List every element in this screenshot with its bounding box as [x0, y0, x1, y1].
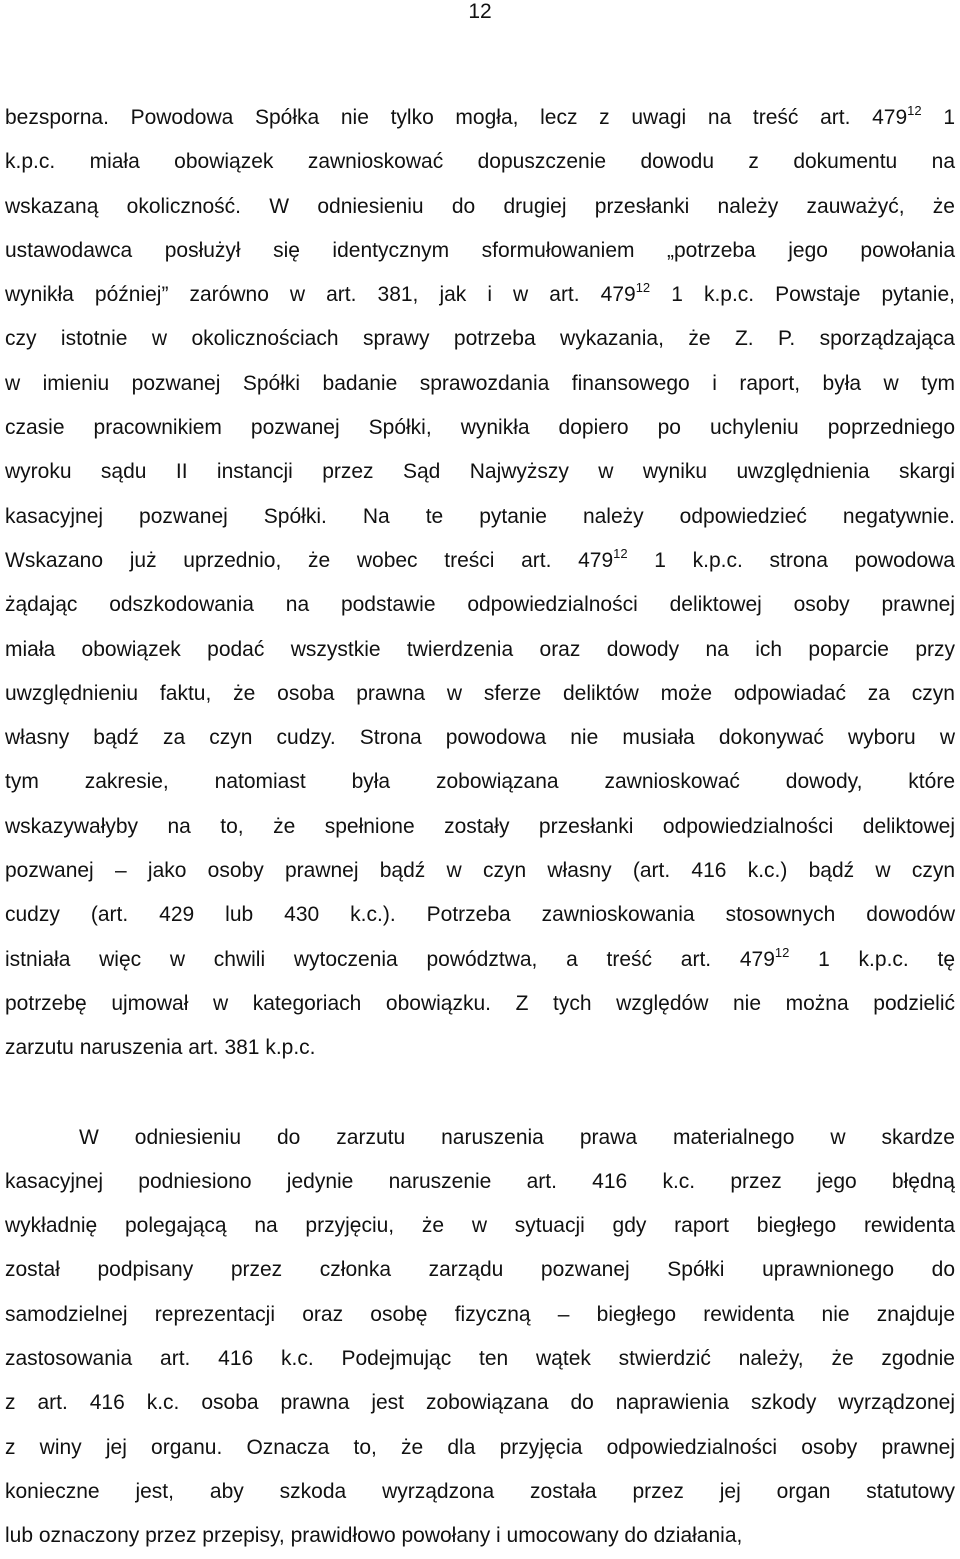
text-line — [5, 1426, 955, 1470]
text-segment: konieczne jest, aby szkoda wyrządzona została przez jej organ statutowy — [5, 1479, 955, 1503]
text-line — [5, 362, 955, 406]
text-line — [5, 1293, 955, 1337]
page-number: 12 — [468, 0, 492, 23]
text-segment: w imieniu pozwanej Spółki badanie sprawozdania finansowego i raport, była w tym — [5, 371, 955, 395]
superscript: 12 — [635, 280, 651, 296]
text-segment: zastosowania art. 416 k.c. Podejmując ten wątek stwierdzić należy, że zgodnie — [5, 1347, 955, 1371]
paragraph — [5, 96, 955, 1071]
text-segment: istniała więc w chwili wytoczenia powództwa, a treść art. 479 — [5, 947, 775, 971]
text-segment: uwzględnieniu faktu, że osoba prawna w sferze deliktów może odpowiadać za czyn — [5, 681, 955, 705]
text-segment: W odniesieniu do zarzutu naruszenia prawa materialnego w skardze — [79, 1125, 955, 1149]
text-line — [5, 96, 955, 140]
text-line — [5, 982, 955, 1026]
text-line — [5, 1160, 955, 1204]
text-line — [5, 1381, 955, 1425]
text-line — [5, 760, 955, 804]
text-segment: został podpisany przez członka zarządu pozwanej Spółki uprawnionego do — [5, 1258, 955, 1282]
text-segment: potrzebę ujmował w kategoriach obowiązku. Z tych względów nie można podzielić — [5, 991, 955, 1015]
text-segment: kasacyjnej pozwanej Spółki. Na te pytanie należy odpowiedzieć negatywnie. — [5, 504, 955, 528]
text-segment: wskazaną okoliczność. W odniesieniu do drugiej przesłanki należy zauważyć, że — [5, 194, 955, 218]
text-line — [5, 1248, 955, 1292]
text-line — [5, 1204, 955, 1248]
text-segment: 1 k.p.c. tę — [789, 947, 955, 971]
text-segment: pozwanej – jako osoby prawnej bądź w czyn własny (art. 416 k.c.) bądź w czyn — [5, 859, 955, 883]
text-segment: 1 — [921, 106, 955, 129]
paragraph-gap — [5, 1071, 955, 1116]
text-line — [5, 672, 955, 716]
paragraph — [5, 1116, 955, 1559]
document-body — [5, 96, 955, 1559]
text-segment: Wskazano już uprzednio, że wobec treści art. 479 — [5, 548, 614, 572]
text-line — [5, 185, 955, 229]
text-segment: z winy jej organu. Oznacza to, że dla przyjęcia odpowiedzialności osoby prawnej — [5, 1435, 955, 1459]
text-line — [5, 229, 955, 273]
text-segment: bezsporna. Powodowa Spółka nie tylko mogła, lecz z uwagi na treść art. 479 — [5, 106, 908, 129]
text-segment: cudzy (art. 429 lub 430 k.c.). Potrzeba zawnioskowania stosownych dowodów — [5, 903, 955, 927]
text-segment: czasie pracownikiem pozwanej Spółki, wynikła dopiero po uchyleniu poprzedniego — [5, 416, 955, 440]
text-segment: czy istotnie w okolicznościach sprawy potrzeba wykazania, że Z. P. sporządzająca — [5, 327, 955, 351]
text-line — [5, 406, 955, 450]
text-line — [5, 628, 955, 672]
text-segment: własny bądź za czyn cudzy. Strona powodowa nie musiała dokonywać wyboru w — [5, 726, 955, 750]
text-segment: ustawodawca posłużył się identycznym sformułowaniem „potrzeba jego powołania — [5, 238, 955, 262]
text-segment: żądając odszkodowania na podstawie odpowiedzialności deliktowej osoby prawnej — [5, 593, 955, 617]
text-line — [5, 495, 955, 539]
text-line — [5, 938, 955, 982]
text-segment: wynikła później” zarówno w art. 381, jak i w art. 479 — [5, 283, 636, 307]
text-line — [5, 273, 955, 317]
text-line — [5, 450, 955, 494]
text-segment: 1 k.p.c. strona powodowa — [627, 548, 955, 572]
text-line — [5, 1337, 955, 1381]
text-line — [5, 849, 955, 893]
text-line — [5, 805, 955, 849]
text-line — [5, 893, 955, 937]
text-line — [5, 1116, 955, 1160]
text-segment: samodzielnej reprezentacji oraz osobę fizyczną – biegłego rewidenta nie znajduje — [5, 1302, 955, 1326]
text-segment: zarzutu naruszenia art. 381 k.p.c. — [5, 1036, 316, 1060]
text-line — [5, 716, 955, 760]
superscript: 12 — [774, 944, 790, 960]
text-line — [5, 1514, 955, 1558]
superscript: 12 — [907, 103, 922, 118]
text-segment: miała obowiązek podać wszystkie twierdzenia oraz dowody na ich poparcie przy — [5, 637, 955, 661]
text-segment: 1 k.p.c. Powstaje pytanie, — [650, 283, 955, 307]
text-line — [5, 140, 955, 184]
text-line — [5, 583, 955, 627]
text-segment: wyroku sądu II instancji przez Sąd Najwyższy w wyniku uwzględnienia skargi — [5, 460, 955, 484]
text-segment: wskazywałyby na to, że spełnione zostały przesłanki odpowiedzialności deliktowej — [5, 814, 955, 838]
text-segment: k.p.c. miała obowiązek zawnioskować dopuszczenie dowodu z dokumentu na — [5, 150, 955, 174]
text-line — [5, 1470, 955, 1514]
text-line — [5, 1026, 955, 1070]
text-segment: lub oznaczony przez przepisy, prawidłowo powołany i umocowany do działania, — [5, 1524, 743, 1548]
text-segment: wykładnię polegającą na przyjęciu, że w sytuacji gdy raport biegłego rewidenta — [5, 1214, 955, 1238]
text-segment: tym zakresie, natomiast była zobowiązana zawnioskować dowody, które — [5, 770, 955, 794]
text-line — [5, 317, 955, 361]
superscript: 12 — [613, 545, 628, 561]
text-line — [5, 539, 955, 583]
text-segment: kasacyjnej podniesiono jedynie naruszenie art. 416 k.c. przez jego błędną — [5, 1169, 955, 1193]
text-segment: z art. 416 k.c. osoba prawna jest zobowiązana do naprawienia szkody wyrządzonej — [5, 1391, 955, 1415]
